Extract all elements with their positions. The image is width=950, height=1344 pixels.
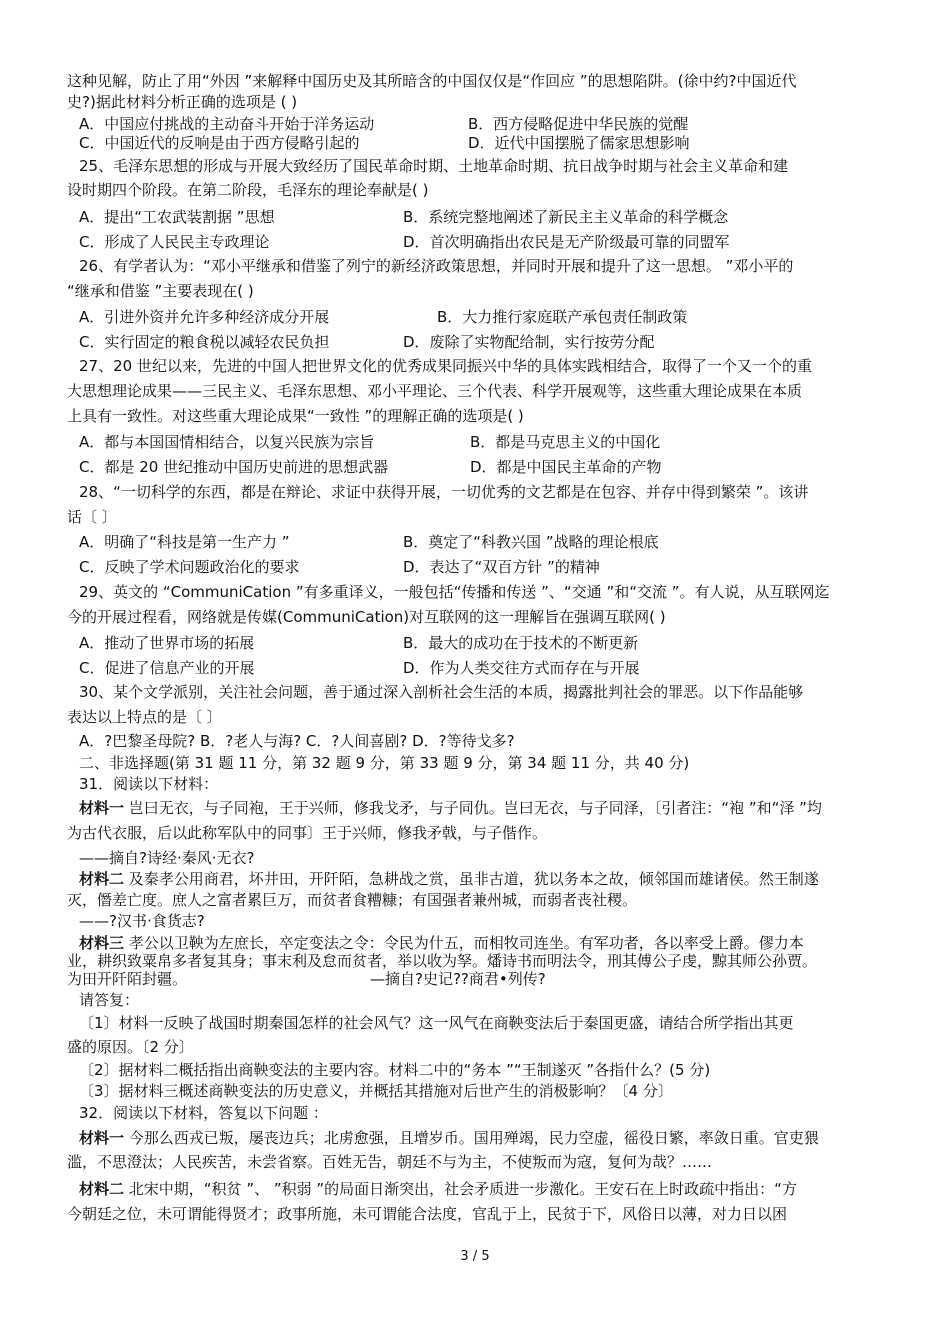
question-32: 32．阅读以下材料，答复以下问题 ： [79, 1104, 328, 1122]
text-line: 为古代衣服，后以此称军队中的同事〕王于兴师，修我矛戟，与子偕作。 [67, 824, 548, 842]
material-line [79, 934, 804, 953]
text-line: 请答复： [79, 991, 140, 1009]
text-line: 史?)据此材料分析正确的选项是 ( ) [67, 93, 298, 111]
option-d: D．作为人类交往方式而存在与开展 [403, 659, 640, 677]
text-line: 上具有一致性。对这些重大理论成果“一致性 ”的理解正确的选项是( ) [67, 407, 524, 425]
section-heading: 二、非选择题(第 31 题 11 分，第 32 题 9 分，第 33 题 9 分，第 34 题 11 分，共 40 分) [79, 754, 690, 772]
question-29: 29、英文的 “CommuniCation ”有多重译义，一般包括“传播和传送 ”、“交通 ”和“交流 ”。有人说，从互联网迄 [79, 583, 830, 601]
material-text: 孝公以卫鞅为左庶长，卒定变法之令：令民为什五，而相牧司连坐。有军功者，各以率受上爵。僇力本 [124, 934, 804, 952]
question-26: 26、有学者认为：“邓小平继承和借鉴了列宁的新经济政策思想，并同时开展和提升了这一思想。 ”邓小平的 [79, 257, 794, 275]
text-line: 话〔 〕 [67, 508, 117, 526]
option-a: A．引进外资并允许多种经济成分开展 [79, 308, 330, 326]
question-28: 28、“一切科学的东西，都是在辩论、求证中获得开展，一切优秀的文艺都是在包容、并存中得到繁荣 ”。该讲 [79, 483, 809, 501]
material-text: 北宋中期，“积贫 ”、 ”积弱 ”的局面日渐突出，社会矛质进一步激化。王安石在上时政疏中指出：“方 [124, 1180, 797, 1198]
material-line [79, 799, 822, 818]
option-a: A．明确了“科技是第一生产力 ” [79, 533, 290, 551]
option-b: B．都是马克思主义的中国化 [470, 433, 661, 451]
material-label: 材料一 [79, 1129, 125, 1147]
question-30: 30、某个文学派别，关注社会问题，善于通过深入剖析社会生活的本质，揭露批判社会的罪恶。以下作品能够 [79, 683, 804, 701]
material-label: 材料三 [79, 934, 125, 952]
question-27: 27、20 世纪以来，先进的中国人把世界文化的优秀成果同振兴中华的具体实践相结合，取得了一个又一个的重 [79, 357, 812, 375]
sub-question-2: 〔2〕据材料二概括指出商鞅变法的主要内容。材料二中的“务本 ”“王制遂灭 ”各指什么？(5 分) [79, 1061, 711, 1079]
material-label: 材料二 [79, 870, 125, 888]
option-d: D．表达了“双百方针 ”的精神 [403, 558, 600, 576]
text-line: 今朝廷之位，未可谓能得贤才；政事所施，未可谓能合法度，官乱于上，民贫于下，风俗日以薄，对力日以困 [67, 1205, 788, 1223]
text-line: 设时期四个阶段。在第二阶段，毛泽东的理论奉献是( ) [67, 181, 429, 199]
option-c: C．反映了学术问题政治化的要求 [79, 558, 300, 576]
option-d: D．首次明确指出农民是无产阶级最可靠的同盟军 [403, 233, 730, 251]
text-line: 表达以上特点的是〔 〕 [67, 708, 222, 726]
material-text: 及秦孝公用商君，坏井田，开阡陌，急耕战之赏，虽非古道，犹以务本之故，倾邻国而雄诸侯。然王制遂 [124, 870, 819, 888]
material-line [79, 1180, 797, 1199]
source-citation: ——摘自?诗经·秦风·无衣? [79, 849, 255, 867]
option-a: A．都与本国国情相结合，以复兴民族为宗旨 [79, 433, 375, 451]
option-c: C．中国近代的反响是由于西方侵略引起的 [79, 134, 360, 152]
option-b: B．西方侵略促进中华民族的觉醒 [468, 115, 689, 133]
material-line [79, 870, 819, 889]
option-b: B．大力推行家庭联产承包责任制政策 [437, 308, 688, 326]
material-label: 材料一 [79, 799, 125, 817]
text-line: 今的开展过程看，网络就是传媒(CommuniCation)对互联网的这一理解旨在强调互联网( ) [67, 608, 666, 626]
text-line: 盛的原因。〔2 分〕 [67, 1038, 194, 1056]
page-number: 3 / 5 [460, 1249, 490, 1264]
material-line [79, 1129, 819, 1148]
option-a: A．中国应付挑战的主动奋斗开始于洋务运动 [79, 115, 375, 133]
text-line: 灭，僭差亡度。庶人之富者累巨万，而贫者食糟糠；有国强者兼州城，而弱者丧社稷。 [67, 891, 638, 909]
text-line: “继承和借鉴 ”主要表现在( ) [67, 282, 254, 300]
text-line: 这种见解，防止了用“外因 ”来解释中国历史及其所暗含的中国仅仅是“作回应 ”的思想陷阱。(徐中约?中国近代 [67, 72, 797, 90]
option-c: C．实行固定的粮食税以减轻农民负担 [79, 333, 330, 351]
question-31: 31．阅读以下材料： [79, 775, 219, 793]
option-a: A．推动了世界市场的拓展 [79, 634, 255, 652]
option-d: D．近代中国摆脱了儒家思想影响 [468, 134, 690, 152]
option-b: B．奠定了“科教兴国 ”战略的理论根底 [403, 533, 659, 551]
source-citation: ——?汉书·食货志? [79, 912, 205, 930]
text-line: 滥，不思澄汰；人民疾苦，未尝省察。百姓无告，朝廷不与为主，不使叛而为寇，复何为哉？…… [67, 1153, 713, 1171]
option-c: C．都是 20 世纪推动中国历史前进的思想武器 [79, 458, 389, 476]
material-text: 今那么西戎已叛，屡丧边兵；北虏愈强，且增岁币。国用殚竭，民力空虚，徭役日繁，率敛日重。官吏猥 [124, 1129, 819, 1147]
material-label: 材料二 [79, 1180, 125, 1198]
option-c: C．促进了信息产业的开展 [79, 659, 255, 677]
option-c: C．形成了人民民主专政理论 [79, 233, 270, 251]
option-b: B．系统完整地阐述了新民主主义革命的科学概念 [403, 208, 729, 226]
question-25: 25、毛泽东思想的形成与开展大致经历了国民革命时期、土地革命时期、抗日战争时期与社会主义革命和建 [79, 157, 789, 175]
option-d: D．都是中国民主革命的产物 [470, 458, 662, 476]
material-text: 岂曰无衣，与子同袍，王于兴师，修我戈矛，与子同仇。岂曰无衣，与子同泽，〔引者注：“袍 ”和“泽 ”均 [124, 799, 822, 817]
text-line: 为田开阡陌封疆。 [67, 970, 188, 988]
source-citation: —摘自?史记??商君•列传? [370, 970, 546, 988]
sub-question-3: 〔3〕据材料三概述商鞅变法的历史意义，并概括其措施对后世产生的消极影响？〔4 分〕 [79, 1082, 673, 1100]
option-d: D．废除了实物配给制，实行按劳分配 [403, 333, 655, 351]
text-line: 业，耕织致粟帛多者复其身；事末利及怠而贫者，举以收为孥。燔诗书而明法令，刑其傅公子虔，黥其师公孙贾。 [67, 952, 818, 970]
option-a: A．提出“工农武装割据 ”思想 [79, 208, 275, 226]
sub-question-1: 〔1〕材料一反映了战国时期秦国怎样的社会风气？这一风气在商鞅变法后于秦国更盛，请结合所学指出其更 [79, 1014, 794, 1032]
option-b: B．最大的成功在于技术的不断更新 [403, 634, 639, 652]
text-line: 大思想理论成果——三民主义、毛泽东思想、邓小平理论、三个代表、科学开展观等，这些重大理论成果在本质 [67, 382, 803, 400]
options-row: A．?巴黎圣母院? B．?老人与海? C．?人间喜剧? D．?等待戈多? [79, 732, 515, 750]
